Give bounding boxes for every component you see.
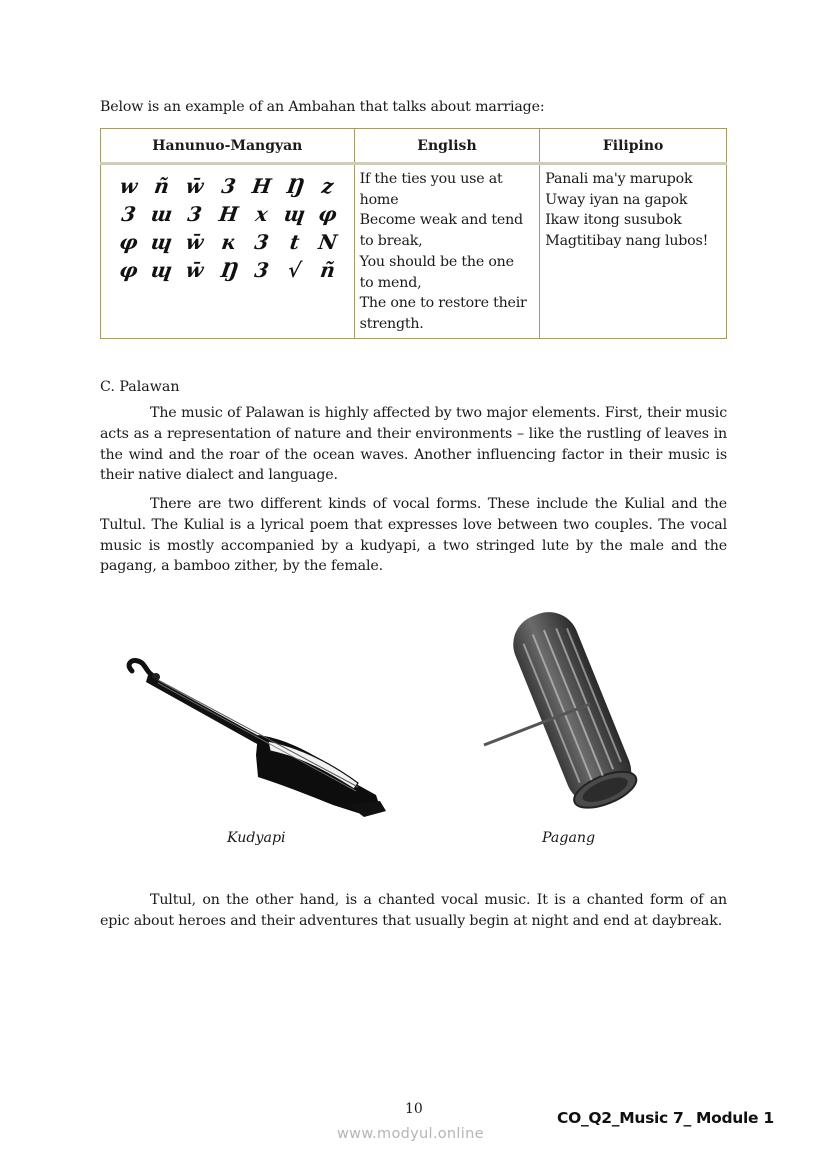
- script-glyph: φ: [117, 230, 140, 254]
- figure-caption-kudyapi: Kudyapi: [227, 830, 286, 846]
- script-glyph: w̄: [184, 230, 206, 254]
- paragraph: [100, 403, 727, 486]
- hanunuo-script-image: [106, 169, 349, 283]
- pagang-image: [478, 600, 668, 825]
- script-glyph: H: [250, 174, 273, 198]
- script-glyph: ɯ: [149, 202, 175, 226]
- english-line: If the ties you use at: [359, 171, 503, 187]
- paragraph-text: There are two different kinds of vocal forms. These include the Kulial and the Tultul. The Kulial is a lyrical poem that expresses love between two couples. The vocal music is mostly accompanied by a kudyapi, a two stringed lute by the male and the pagang, a bamboo zither, by the female.: [100, 496, 727, 575]
- script-glyph: √: [286, 258, 303, 282]
- script-glyph: z: [320, 174, 336, 198]
- english-line: Become weak and tend: [359, 212, 523, 229]
- english-line: strength.: [359, 315, 424, 332]
- script-glyph: ɰ: [149, 258, 175, 282]
- english-line: to break,: [359, 233, 423, 250]
- script-glyph: ñ: [152, 174, 171, 198]
- paragraph-text: Tultul, on the other hand, is a chanted vocal music. It is a chanted form of an epic about heroes and their adventures that usually begin at night and end at daybreak.: [100, 892, 727, 929]
- intro-text: Below is an example of an Ambahan that talks about marriage:: [100, 99, 545, 115]
- script-glyph: x: [254, 202, 270, 226]
- filipino-line: Magtitibay nang lubos!: [545, 233, 709, 250]
- figure-caption-pagang: Pagang: [542, 830, 596, 846]
- paragraph: [100, 494, 727, 577]
- script-glyph: 3: [186, 202, 204, 226]
- table-header-row: [101, 129, 727, 164]
- script-glyph: H: [217, 202, 240, 226]
- filipino-line: Ikaw itong susubok: [545, 212, 682, 229]
- page-number: 10: [405, 1101, 423, 1117]
- english-line: You should be the one: [359, 253, 514, 270]
- script-glyph: w̄: [184, 174, 206, 198]
- module-label: CO_Q2_Music 7_ Module 1: [557, 1109, 774, 1127]
- filipino-cell: [540, 164, 727, 339]
- script-glyph: ñ: [319, 258, 337, 282]
- english-line: The one to restore their: [359, 295, 527, 312]
- kudyapi-image: [118, 655, 393, 820]
- ambahan-table: [100, 128, 727, 339]
- script-glyph: w: [118, 174, 139, 198]
- script-glyph: ɰ: [282, 202, 307, 226]
- script-glyph: 3: [253, 258, 271, 282]
- table-row: [101, 164, 727, 339]
- english-line: to mend,: [359, 274, 422, 291]
- paragraph: [100, 890, 727, 932]
- script-glyph: ĸ: [219, 230, 237, 254]
- script-glyph: φ: [117, 258, 140, 282]
- filipino-line: Panali ma'y marupok: [545, 171, 693, 187]
- paragraph-text: The music of Palawan is highly affected by two major elements. First, their music acts as a representation of nature and their environments – like the rustling of leaves in the wind and the roar of the ocean waves. Another influencing factor in their music is their native dialect and language.: [100, 405, 727, 484]
- script-glyph: 3: [120, 202, 138, 226]
- english-cell: [354, 164, 540, 339]
- script-glyph: w̄: [184, 258, 206, 282]
- script-glyph: Ŋ: [284, 174, 306, 198]
- watermark: www.modyul.online: [337, 1126, 484, 1142]
- english-line: home: [359, 191, 399, 208]
- script-glyph: N: [317, 230, 339, 254]
- hanunuo-script-cell: [101, 164, 355, 339]
- header-filipino: Filipino: [540, 129, 727, 164]
- script-glyph: 3: [253, 230, 271, 254]
- header-hanunuo-mangyan: Hanunuo-Mangyan: [101, 129, 355, 164]
- script-glyph: ɰ: [149, 230, 175, 254]
- section-heading: C. Palawan: [100, 379, 180, 395]
- script-glyph: 3: [219, 174, 237, 198]
- filipino-line: Uway iyan na gapok: [545, 191, 688, 208]
- script-glyph: Ŋ: [218, 258, 239, 282]
- header-english: English: [354, 129, 540, 164]
- script-glyph: φ: [317, 202, 339, 226]
- script-glyph: t: [288, 230, 301, 254]
